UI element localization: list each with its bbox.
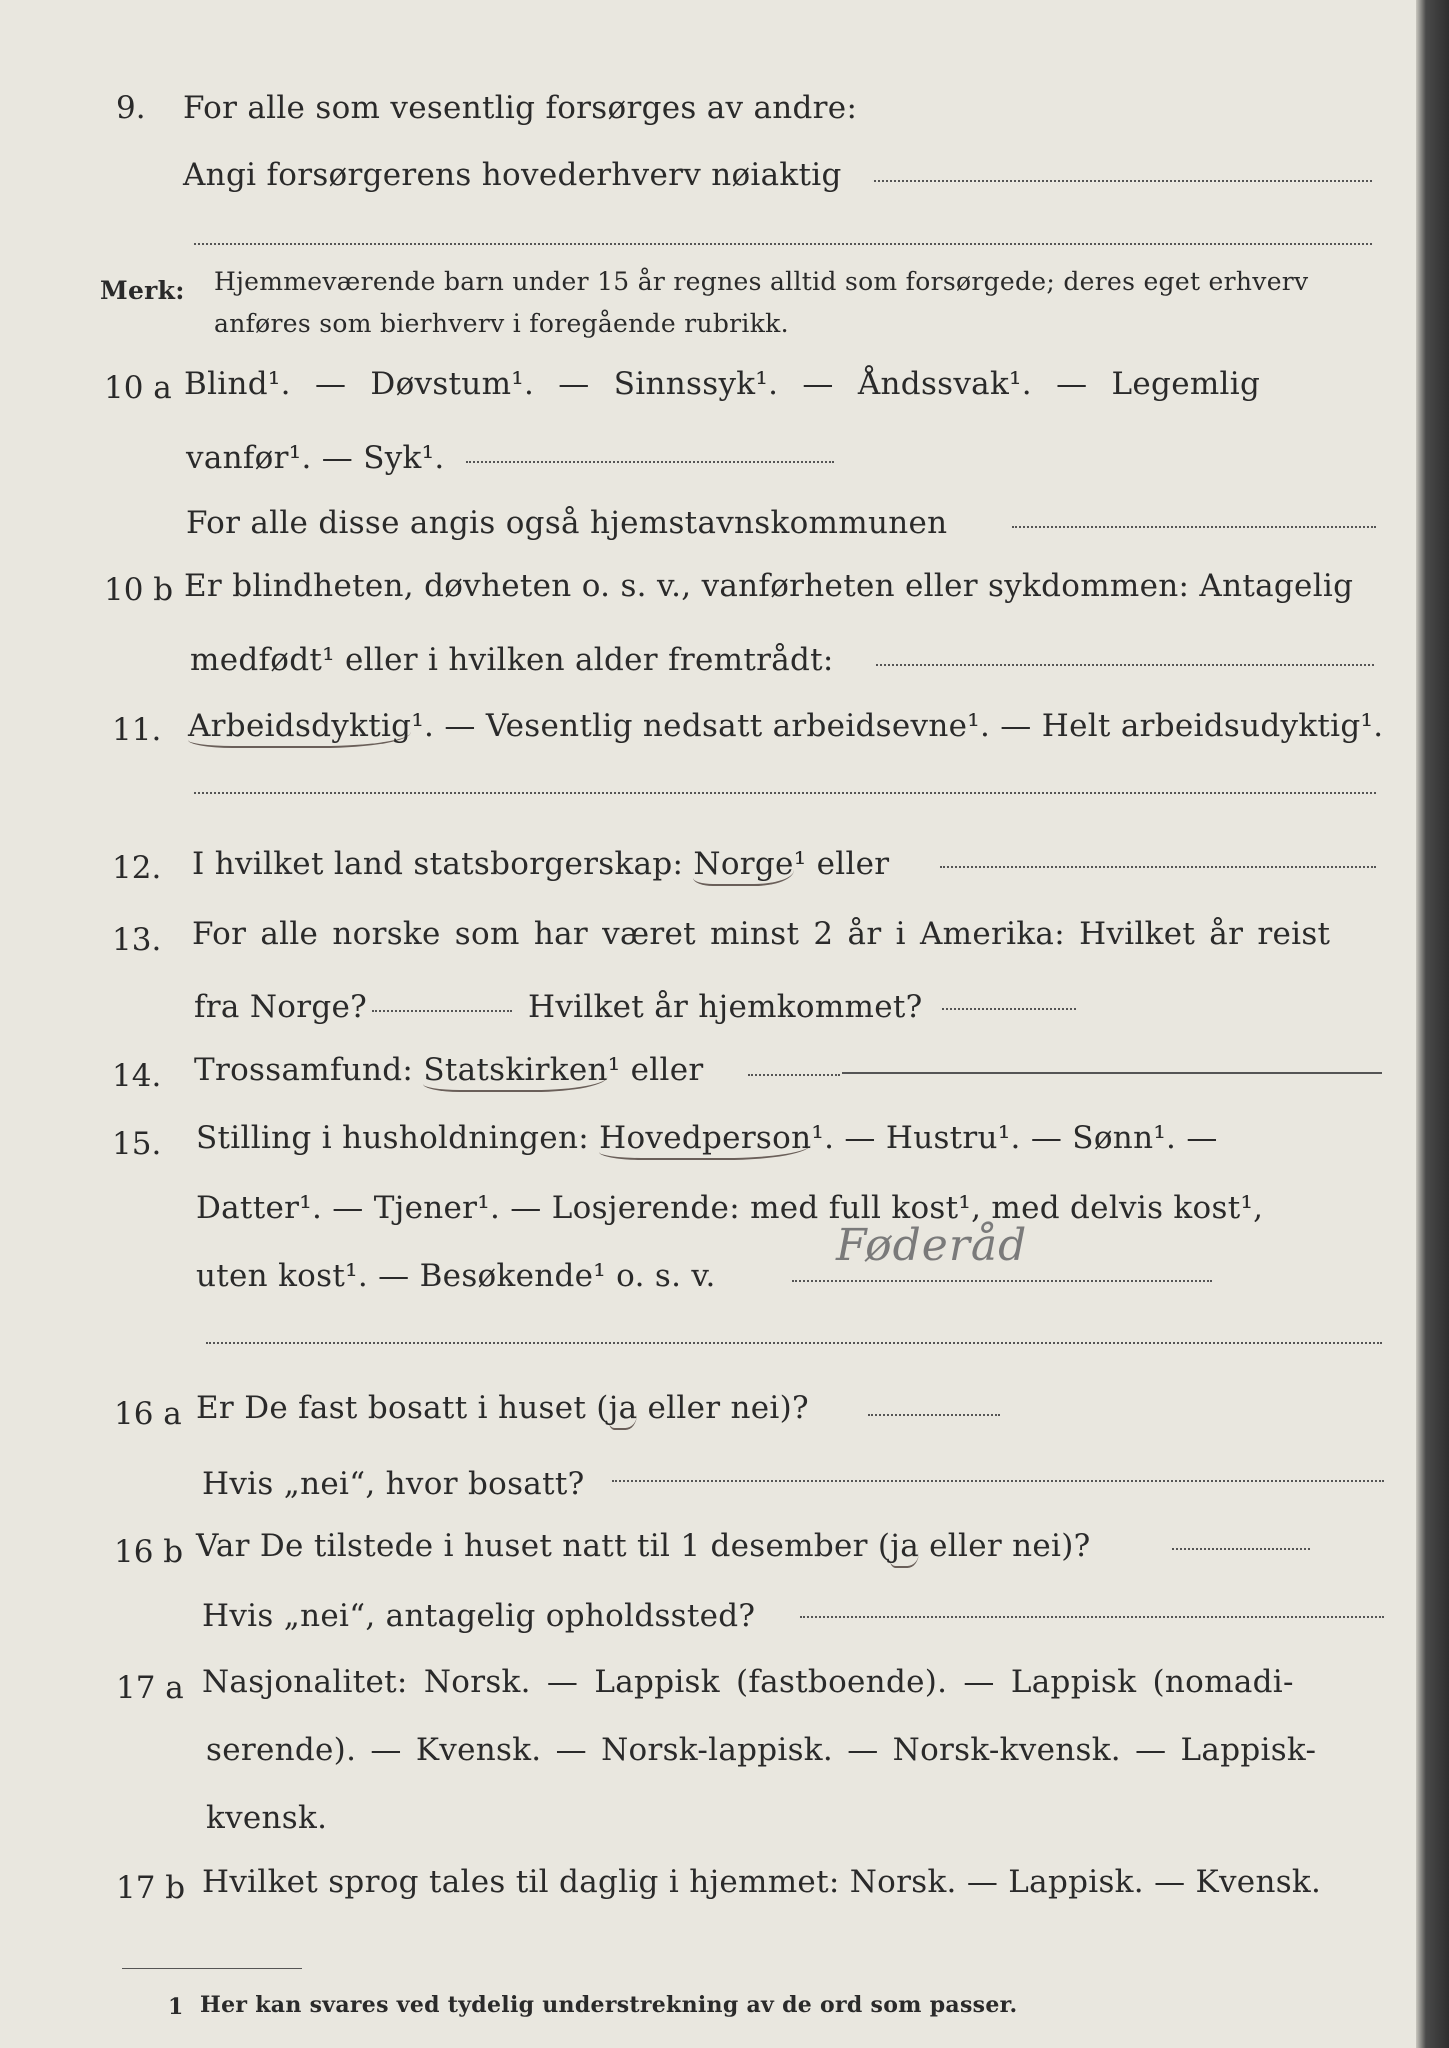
question-16a-rest: eller nei)? (637, 1390, 809, 1426)
question-10a-line2: vanfør¹. — Syk¹. (186, 440, 445, 476)
question-number-11: 11. (112, 712, 162, 748)
answer-line-16b-opholdssted[interactable] (800, 1616, 1384, 1618)
underlined-norge: Norge (693, 846, 793, 886)
answer-line-15[interactable] (792, 1280, 1212, 1282)
question-11-rest: ¹. — Vesentlig nedsatt arbeidsevne¹. — Helt arbeidsudyktig¹. (411, 708, 1384, 744)
question-number-16b: 16 b (114, 1534, 184, 1570)
question-17b-line1: Hvilket sprog tales til daglig i hjemmet: Norsk. — Lappisk. — Kvensk. (202, 1864, 1322, 1900)
question-10b-line2: medfødt¹ eller i hvilken alder fremtrådt: (190, 642, 834, 678)
question-16b-rest: eller nei)? (919, 1528, 1091, 1564)
question-number-12: 12. (112, 850, 162, 886)
question-17a-line1: Nasjonalitet: Norsk. — Lappisk (fastboende). — Lappisk (nomadi- (202, 1664, 1294, 1700)
underlined-ja-16a: ja (609, 1390, 638, 1430)
underlined-ja-16b: ja (890, 1528, 919, 1568)
question-15-rest: ¹. — Hustru¹. — Sønn¹. — (811, 1120, 1218, 1156)
footnote-mark: 1 (168, 1994, 184, 2020)
question-13-line2b: Hvilket år hjemkommet? (528, 989, 923, 1025)
merk-label: Merk: (100, 276, 185, 305)
question-number-13: 13. (112, 922, 162, 958)
answer-line-16b[interactable] (1172, 1548, 1310, 1550)
question-number-10a: 10 a (104, 370, 172, 406)
question-12-label: I hvilket land statsborgerskap: (192, 846, 684, 882)
question-10a-line1: Blind¹. — Døvstum¹. — Sinnssyk¹. — Åndssvak¹. — Legemlig (184, 366, 1261, 402)
question-15-line2: Datter¹. — Tjener¹. — Losjerende: med full kost¹, med delvis kost¹, (196, 1190, 1264, 1226)
answer-line-16a-bosatt[interactable] (612, 1480, 1384, 1482)
merk-text-line1: Hjemmeværende barn under 15 år regnes alltid som forsørgede; deres eget erhverv (214, 267, 1309, 296)
handwritten-answer: Føderåd (836, 1220, 1028, 1271)
question-number-10b: 10 b (104, 572, 174, 608)
question-12-eller: ¹ eller (793, 846, 890, 882)
answer-line-9b[interactable] (194, 243, 1372, 245)
answer-line-10a-hjemstavn[interactable] (1012, 526, 1376, 528)
answer-line-10b[interactable] (876, 664, 1374, 666)
answer-line-12[interactable] (940, 866, 1376, 868)
page-edge-shadow (1416, 0, 1449, 2048)
question-11-text (188, 708, 1383, 744)
question-10a-line3: For alle disse angis også hjemstavnskommunen (186, 505, 948, 541)
question-14-label: Trossamfund: (194, 1052, 414, 1088)
footnote-rule (122, 1968, 302, 1969)
question-number-15: 15. (112, 1126, 162, 1162)
question-15-line3: uten kost¹. — Besøkende¹ o. s. v. (196, 1258, 716, 1294)
question-number-16a: 16 a (114, 1396, 182, 1432)
answer-line-15b[interactable] (206, 1342, 1382, 1344)
question-16a-line2: Hvis „nei“, hvor bosatt? (202, 1466, 585, 1502)
question-14-eller: ¹ eller (607, 1052, 704, 1088)
question-16b-line2: Hvis „nei“, antagelig opholdssted? (202, 1598, 756, 1634)
answer-line-10a-syk[interactable] (466, 461, 834, 463)
question-number-17b: 17 b (116, 1870, 186, 1906)
question-number-9: 9. (116, 90, 146, 126)
footnote-text: Her kan svares ved tydelig understrekning av de ord som passer. (200, 1992, 1018, 2018)
underlined-statskirken: Statskirken (423, 1052, 607, 1092)
answer-line-16a[interactable] (868, 1414, 1000, 1416)
answer-line-9a[interactable] (874, 180, 1372, 182)
question-16b-label: Var De tilstede i huset natt til 1 desember ( (196, 1528, 891, 1564)
question-12-text (192, 846, 889, 882)
question-10b-line1: Er blindheten, døvheten o. s. v., vanførheten eller sykdommen: Antagelig (184, 568, 1354, 604)
question-13-line2a: fra Norge? (194, 989, 368, 1025)
answer-line-13-hjemkommet[interactable] (942, 1008, 1076, 1010)
question-15-line1 (196, 1120, 1218, 1156)
answer-line-11[interactable] (194, 792, 1376, 794)
question-9-prompt: Angi forsørgerens hovederhverv nøiaktig (183, 157, 842, 193)
question-17a-line2: serende). — Kvensk. — Norsk-lappisk. — Norsk-kvensk. — Lappisk- (206, 1732, 1317, 1768)
question-number-14: 14. (112, 1058, 162, 1094)
question-number-17a: 17 a (116, 1670, 184, 1706)
question-16a-label: Er De fast bosatt i huset ( (196, 1390, 609, 1426)
question-13-line1: For alle norske som har været minst 2 år i Amerika: Hvilket år reist (192, 916, 1331, 952)
question-17a-line3: kvensk. (206, 1800, 328, 1836)
question-16b-line1 (196, 1528, 1091, 1564)
answer-line-13-reist[interactable] (372, 1010, 512, 1012)
question-16a-line1 (196, 1390, 809, 1426)
underlined-hovedperson: Hovedperson (599, 1120, 811, 1160)
answer-line-14b[interactable] (842, 1072, 1382, 1074)
underlined-arbeidsdyktig: Arbeidsdyktig (188, 708, 411, 748)
question-9-text: For alle som vesentlig forsørges av andre: (183, 90, 858, 126)
merk-text-line2: anføres som bierhverv i foregående rubrikk. (214, 309, 789, 338)
answer-line-14a[interactable] (748, 1074, 840, 1076)
question-15-label: Stilling i husholdningen: (196, 1120, 589, 1156)
question-14-text (194, 1052, 704, 1088)
